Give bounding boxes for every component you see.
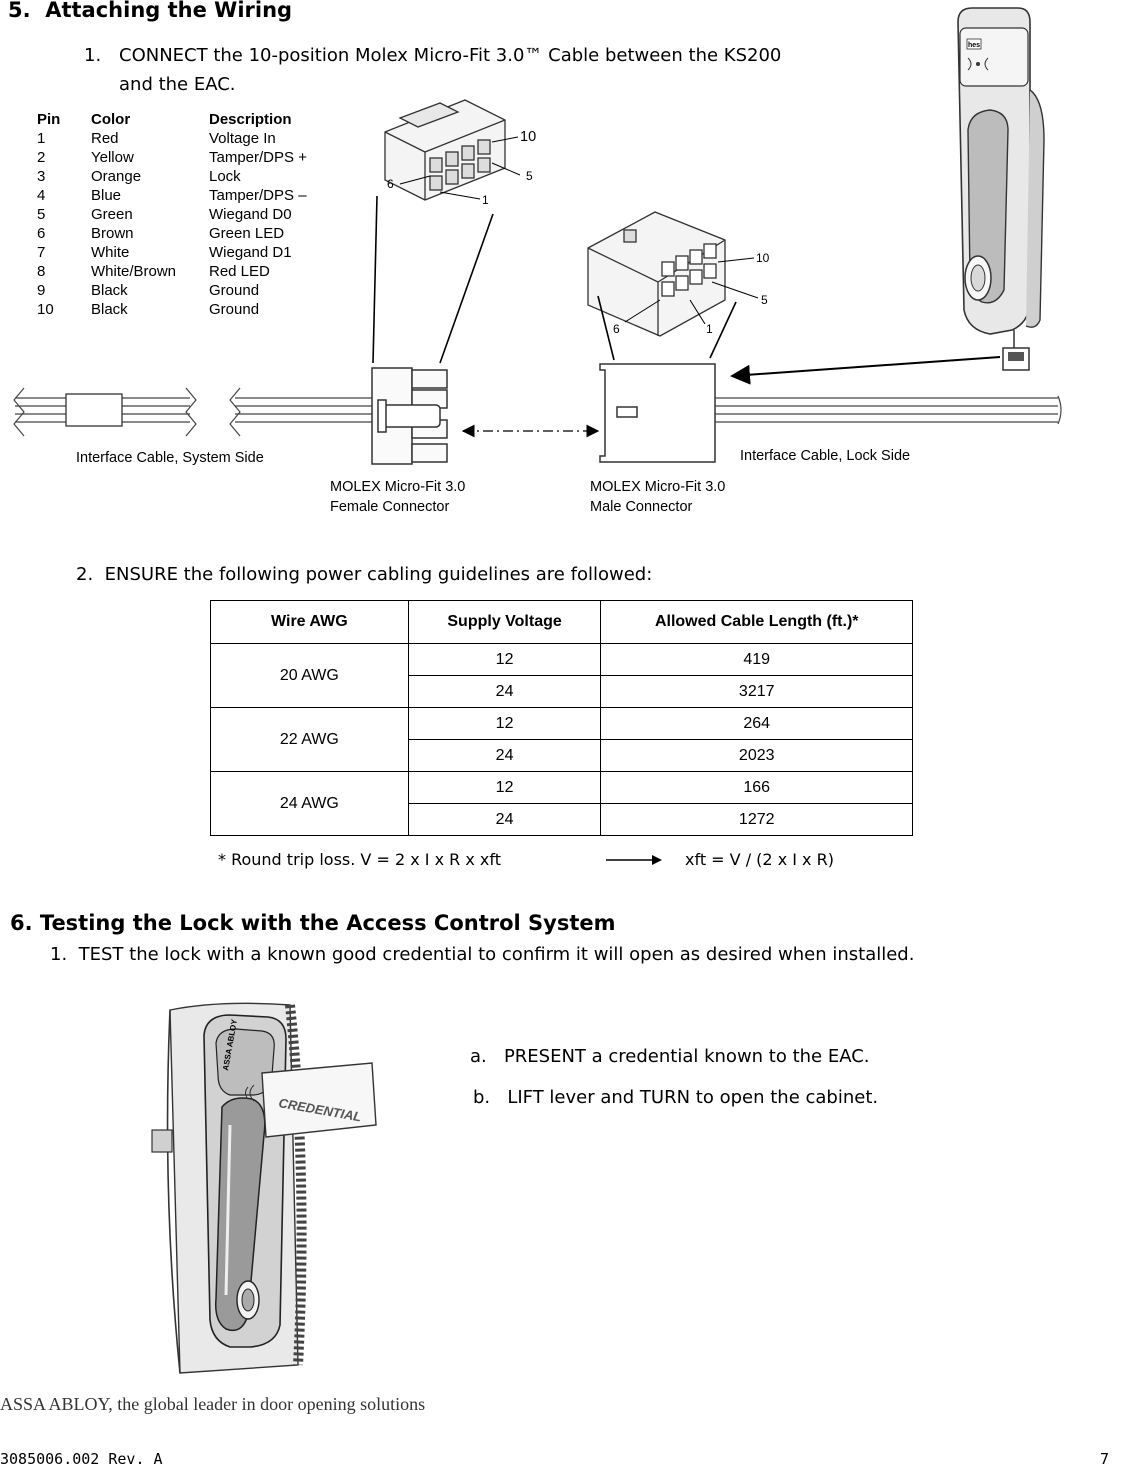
credential-card-label: CREDENTIAL: [277, 1095, 363, 1125]
table-row: [211, 708, 913, 740]
length-cell: 166: [601, 772, 913, 804]
footer-brand: ASSA ABLOY, the global leader in door opening solutions: [0, 1394, 426, 1414]
pin-pin-cell: 10: [37, 301, 54, 318]
page-number: 7: [1100, 1450, 1110, 1468]
pin-pin-cell: 7: [37, 244, 46, 261]
ks200-brand: hes: [968, 42, 981, 49]
lock-side-cable: [715, 396, 1061, 424]
lock-credential-illustration: [140, 995, 390, 1380]
section-5-number: 5.: [8, 0, 31, 22]
pin-description-cell: Voltage In: [209, 130, 276, 147]
step-6-1-a: [470, 1046, 870, 1067]
step-5-2-text: ENSURE the following power cabling guidelines are followed:: [104, 564, 653, 585]
pin-color-cell: Brown: [91, 225, 134, 242]
system-side-label: Interface Cable, System Side: [76, 450, 264, 466]
lock-brand-label: ASSA ABLOY: [221, 1018, 239, 1072]
pin-pin-cell: 8: [37, 263, 46, 280]
female-label-line1: MOLEX Micro-Fit 3.0: [330, 479, 466, 495]
pin-pin-cell: 9: [37, 282, 46, 299]
male-label-line1: MOLEX Micro-Fit 3.0: [590, 479, 726, 495]
section-6-number: 6.: [10, 911, 33, 935]
pin-description-cell: Wiegand D1: [209, 244, 292, 261]
female-callout-6: 6: [387, 177, 394, 191]
pin-color-cell: Orange: [91, 168, 142, 185]
male-callout-6: 6: [613, 322, 620, 336]
section-6-title: Testing the Lock with the Access Control System: [39, 911, 616, 935]
step-6-1-text: TEST the lock with a known good credential to confirm it will open as desired when installed.: [78, 944, 915, 965]
lock-connector-arrow: [732, 357, 1000, 376]
step-6-1-a-letter: a.: [470, 1046, 487, 1067]
pin-description-cell: Tamper/DPS +: [209, 149, 307, 166]
pin-description-cell: Green LED: [209, 225, 285, 242]
pin-description-cell: Red LED: [209, 263, 270, 280]
pin-description-cell: Lock: [209, 168, 241, 185]
header-supply-voltage: Supply Voltage: [408, 601, 601, 644]
footer-doc-number: 3085006.002 Rev. A: [0, 1450, 163, 1468]
pin-header-color: Color: [91, 111, 131, 128]
male-connector-3d: [588, 212, 725, 336]
awg-cell: 22 AWG: [211, 708, 409, 772]
voltage-cell: 24: [408, 740, 601, 772]
pin-color-cell: White/Brown: [91, 263, 177, 280]
step-5-1-line2: and the EAC.: [119, 74, 236, 95]
female-connector-label: [330, 477, 465, 517]
step-5-1-line1: CONNECT the 10-position Molex Micro-Fit 3.0™ Cable between the KS200: [119, 45, 782, 66]
male-connector-side: [600, 364, 715, 462]
male-callout-5: 5: [761, 293, 768, 307]
step-6-1: [50, 944, 914, 965]
male-callout-1: 1: [706, 322, 713, 336]
pin-header-pin: Pin: [37, 111, 61, 128]
step-5-2-number: 2.: [76, 564, 94, 585]
female-label-line2: Female Connector: [330, 499, 450, 515]
pin-pin-cell: 1: [37, 130, 46, 147]
pin-description-cell: Ground: [209, 301, 260, 318]
pin-pin-cell: 5: [37, 206, 46, 223]
pin-description-cell: Tamper/DPS –: [209, 187, 307, 204]
pin-description-cell: Ground: [209, 282, 260, 299]
female-callout-5: 5: [526, 169, 533, 183]
voltage-cell: 12: [408, 772, 601, 804]
power-cabling-table: [210, 600, 913, 836]
step-6-1-b-letter: b.: [473, 1087, 491, 1108]
table-row: [211, 644, 913, 676]
table-row: [211, 772, 913, 804]
system-side-cable: [14, 388, 372, 436]
pin-pin-cell: 4: [37, 187, 46, 204]
step-5-1-number: 1.: [84, 45, 102, 66]
voltage-cell: 24: [408, 676, 601, 708]
female-connector-side: [372, 368, 447, 464]
lock-side-label: Interface Cable, Lock Side: [740, 448, 911, 464]
male-connector-label: [590, 477, 725, 517]
power-table-footnote-left: * Round trip loss. V = 2 x I x R x xft: [218, 850, 501, 869]
female-callout-10: 10: [520, 129, 537, 145]
pin-color-cell: Black: [91, 282, 128, 299]
voltage-cell: 12: [408, 708, 601, 740]
pin-color-cell: Blue: [91, 187, 122, 204]
pin-header-description: Description: [209, 111, 292, 128]
pin-color-cell: Red: [91, 130, 119, 147]
female-connector-3d: [385, 100, 505, 200]
pin-color-cell: Yellow: [91, 149, 134, 166]
voltage-cell: 24: [408, 804, 601, 836]
pin-color-cell: Black: [91, 301, 128, 318]
length-cell: 264: [601, 708, 913, 740]
footnote-arrow-icon: [606, 853, 666, 867]
step-5-2: [76, 564, 652, 585]
awg-cell: 20 AWG: [211, 644, 409, 708]
male-label-line2: Male Connector: [590, 499, 693, 515]
pin-pin-cell: 6: [37, 225, 46, 242]
pin-color-cell: Green: [91, 206, 133, 223]
length-cell: 2023: [601, 740, 913, 772]
section-6-heading: [10, 911, 616, 935]
step-6-1-b: [473, 1087, 878, 1108]
power-table-footnote-right: xft = V / (2 x I x R): [685, 850, 834, 869]
pin-pin-cell: 3: [37, 168, 46, 185]
length-cell: 3217: [601, 676, 913, 708]
power-table-header-row: [211, 601, 913, 644]
step-6-1-a-text: PRESENT a credential known to the EAC.: [503, 1046, 870, 1067]
pin-pin-cell: 2: [37, 149, 46, 166]
ks200-lock-drawing: [958, 8, 1044, 370]
awg-cell: 24 AWG: [211, 772, 409, 836]
length-cell: 1272: [601, 804, 913, 836]
voltage-cell: 12: [408, 644, 601, 676]
length-cell: 419: [601, 644, 913, 676]
section-5-title: Attaching the Wiring: [45, 0, 293, 22]
pin-description-cell: Wiegand D0: [209, 206, 292, 223]
header-allowed-length: Allowed Cable Length (ft.)*: [601, 601, 913, 644]
step-6-1-number: 1.: [50, 944, 68, 965]
male-callout-10: 10: [756, 251, 770, 265]
header-wire-awg: Wire AWG: [211, 601, 409, 644]
pin-color-cell: White: [91, 244, 130, 261]
female-callout-1: 1: [482, 193, 489, 207]
step-6-1-b-text: LIFT lever and TURN to open the cabinet.: [507, 1087, 879, 1108]
